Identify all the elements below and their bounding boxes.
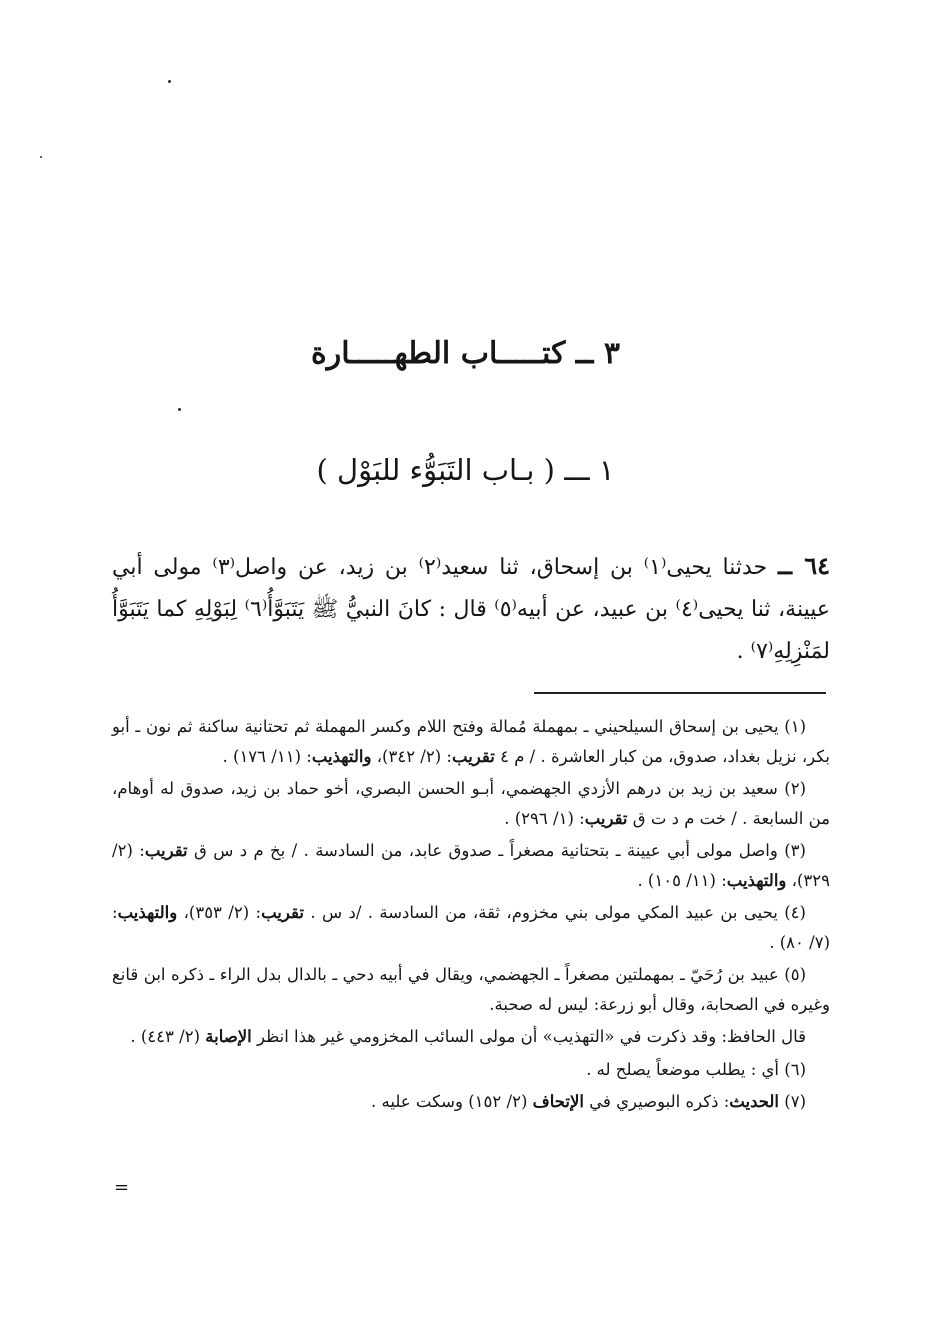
footnote-5: (٥) عبيد بن رُحَيّ ـ بمهملتين مصغراً ـ الجهضمي، ويقال في أبيه دحي ـ بالدال بدل الراء ـ ذكره ابن قانع وغيره في الصحابة، وقال أبو زرعة: ليس له صحبة.: [112, 965, 830, 1014]
footnote-1: (١) يحيى بن إسحاق السيلحيني ـ بمهملة مُمالة وفتح اللام وكسر المهملة ثم تحتانية ساكنة ثم نون ـ أبو بكر، نزيل بغداد، صدوق، من كبار العاشرة . / م ٤ تقريب: (٢/ ٣٤٢)، والتهذيب: (١١/ ١٧٦) .: [112, 717, 830, 766]
footnote-2: (٢) سعيد بن زيد بن درهم الأزدي الجهضمي، أبـو الحسن البصري، أخو حماد بن زيد، صدوق له أوهام، من السابعة . / خت م د ت ق تقريب: (١/ ٢٩٦) .: [112, 779, 830, 828]
book-title: ٣ ــ كتـــــاب الطهـــــارة: [311, 336, 620, 371]
hadith-number: ٦٤ ــ: [777, 551, 831, 580]
footnote-5-note: قال الحافظ: وقد ذكرت في «التهذيب» أن مولى السائب المخزومي غير هذا انظر الإصابة (٢/ ٤٤٣) .: [130, 1027, 806, 1046]
footnotes: [112, 712, 830, 1120]
footnote-7: (٧) الحديث: ذكره البوصيري في الإتحاف (٢/ ١٥٢) وسكت عليه .: [371, 1092, 806, 1111]
scan-speck: [178, 408, 181, 411]
hadith-text: حدثنا يحيى⁽١⁾ بن إسحاق، ثنا سعيد⁽٢⁾ بن زيد، عن واصل⁽٣⁾ مولى أبي عيينة، ثنا يحيى⁽٤⁾ بن عبيد، عن أبيه⁽٥⁾ قال : كانَ النبيُّ ﷺ يَتَبَوَّأُ⁽٦⁾ لِبَوْلِهِ كما يَتَبَوَّأُ لمَنْزِلِهِ⁽٧⁾ .: [112, 555, 830, 664]
footnote-4: (٤) يحيى بن عبيد المكي مولى بني مخزوم، ثقة، من السادسة . /د س . تقريب: (٢/ ٣٥٣)، والتهذيب: (٧/ ٨٠) .: [112, 903, 830, 952]
scan-speck: [40, 156, 42, 158]
scan-speck: [168, 80, 171, 83]
footnote-divider: [534, 692, 826, 694]
hadith-paragraph: [112, 545, 830, 673]
footnote-3: (٣) واصل مولى أبي عيينة ـ بتحتانية مصغراً ـ صدوق عابد، من السادسة . / بخ م د س ق تقريب: (٢/ ٣٢٩)، والتهذيب: (١١/ ١٠٥) .: [112, 841, 830, 890]
continuation-mark: =: [114, 1177, 130, 1198]
footnote-6: (٦) أي : يطلب موضعاً يصلح له .: [586, 1059, 806, 1079]
chapter-title: ١ ـــ ( بـاب التَبَوُّء للبَوْل ): [316, 453, 615, 487]
